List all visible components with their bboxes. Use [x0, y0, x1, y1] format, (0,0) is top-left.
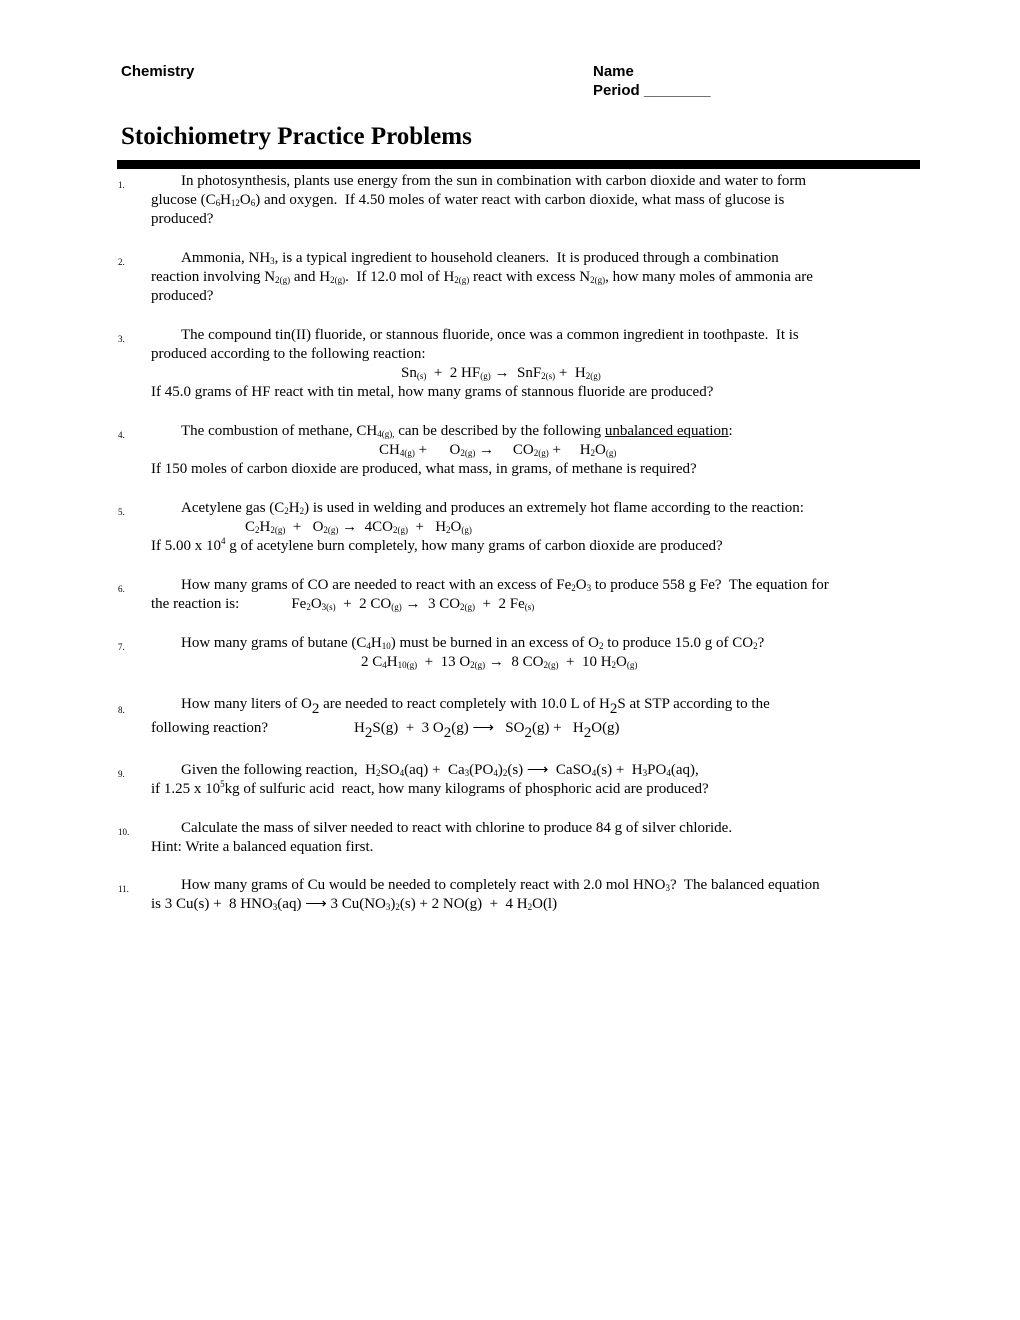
problem-number: 6. [118, 584, 125, 594]
problem-text: How many grams of CO are needed to react with an excess of $Fe_2O_3$ to produce 558 g Fe? The equation for the reaction is: $Fe_2O_{3(s)} + 2$ $CO_{(g)} \to 3$ $CO_{2(g)} + 2$ $Fe_{(s)}$ [151, 577, 829, 612]
problem-question: If 5.00 x $10^4$ g of acetylene burn completely, how many grams of carbon dioxide are produced? [151, 536, 723, 554]
problem-number: 10. [118, 827, 130, 837]
problem-number: 9. [118, 769, 125, 779]
problem-text: How many grams of Cu would be needed to completely react with 2.0 mol $HNO_3$? The balanced equation is 3 Cu(s) + 8 $HNO_3(aq)$ ⟶ 3 $Cu(NO_3)_2(s) + 2$ NO(g) + 4 $H_2O(l)$ [151, 877, 820, 912]
problem-3 [118, 326, 911, 402]
problem-number: 1. [118, 180, 125, 190]
problem-text: Ammonia, $NH_3$, is a typical ingredient to household cleaners. It is produced through a combination reaction involving $N_{2(g)}$ and $H_{2(g)}$. If 12.0 mol of $H_{2(g)}$ react with excess $N_{2(g)}$, how many moles of ammonia are produced? [151, 250, 813, 304]
problem-number: 4. [118, 430, 125, 440]
reaction-equation: $H_2S(g) + 3$ $O_2(g)$ ⟶ $SO_2(g) + H_2O(g)$ [354, 720, 620, 741]
problem-number: 5. [118, 507, 125, 517]
reaction-equation: $Sn_{(s)} + 2$ $HF_{(g)} \to SnF_{2(s)} + H_{2(g)}$ [401, 365, 601, 381]
problem-number: 7. [118, 642, 125, 652]
title-divider [117, 160, 920, 169]
problem-9 [118, 761, 911, 799]
problem-text: Calculate the mass of silver needed to react with chlorine to produce 84 g of silver chloride. [181, 820, 733, 836]
unbalanced-equation-underline: unbalanced equation [604, 423, 729, 439]
problem-text: The compound tin(II) fluoride, or stannous fluoride, once was a common ingredient in toothpaste. It is produced according to the following reaction: [151, 327, 799, 362]
problem-text: How many grams of butane $(C_4H_{10})$ must be burned in an excess of $O_2$ to produce 15.0 g of $CO_2$? [181, 635, 765, 651]
problem-5 [118, 499, 911, 556]
problem-8 [118, 692, 911, 741]
subject-label: Chemistry [121, 63, 195, 80]
problem-question: If 150 moles of carbon dioxide are produced, what mass, in grams, of methane is required? [151, 461, 697, 477]
reaction-equation: 2 $C_4H_{10(g)} + 13$ $O_{2(g)} \to 8$ $CO_{2(g)} + 10$ $H_2O_{(g)}$ [361, 654, 638, 670]
reaction-equation: $Fe_2O_{3(s)} + 2$ $CO_{(g)} \to 3$ $CO_{2(g)} + 2$ $Fe_{(s)}$ [291, 596, 535, 612]
problem-4 [118, 422, 911, 479]
problem-number: 8. [118, 705, 125, 715]
problem-number: 2. [118, 257, 125, 267]
problem-number: 3. [118, 334, 125, 344]
period-label: Period ________ [593, 82, 711, 99]
problem-11 [118, 876, 911, 914]
problem-10 [118, 819, 911, 857]
name-label: Name [593, 63, 634, 80]
problem-1 [118, 172, 911, 229]
problem-text: Given the following reaction, $H_2SO_4(aq) + Ca_3(PO_4)_2(s)$ ⟶ CaSO$_4$(s) + $H_3PO_4(aq)$, if 1.25 x $10^5kg$ of sulfuric acid react, how many kilograms of phosphoric acid are produced? [151, 762, 709, 797]
reaction-equation: $C_2H_{2(g)} + O_{2(g)} \to 4CO_{2(g)} + H_2O_{(g)}$ [245, 519, 472, 535]
problem-hint: Hint: Write a balanced equation first. [151, 839, 374, 855]
problem-7 [118, 634, 911, 672]
page-title: Stoichiometry Practice Problems [121, 123, 472, 150]
problem-question: If 45.0 grams of HF react with tin metal, how many grams of stannous fluoride are produced? [151, 384, 714, 400]
problem-text: How many liters of $O_2$ are needed to react completely with 10.0 L of $H_2S$ at STP according to the following reaction? $H_2S(g) + 3$ $O_2(g)$ ⟶ $SO_2(g) + H_2O(g)$ [151, 696, 770, 741]
problem-2 [118, 249, 911, 306]
problem-text: The combustion of methane, $CH_{4(g),}$ can be described by the following unbalanced equation: [181, 423, 733, 439]
problem-text: In photosynthesis, plants use energy from the sun in combination with carbon dioxide and water to form glucose $(C_6H_{12}O_6)$ and oxygen. If 4.50 moles of water react with carbon dioxide, what mass of glucose is produced? [151, 173, 807, 227]
problem-number: 11. [118, 884, 129, 894]
problem-6 [118, 576, 911, 614]
reaction-equation: $CH_{4(g)}$ + $O_{2(g)}$ → $CO_{2(g)}$ + $H_2O_{(g)}$ [379, 442, 617, 458]
problem-text: Acetylene gas $(C_2H_2)$ is used in welding and produces an extremely hot flame according to the reaction: [181, 500, 804, 516]
